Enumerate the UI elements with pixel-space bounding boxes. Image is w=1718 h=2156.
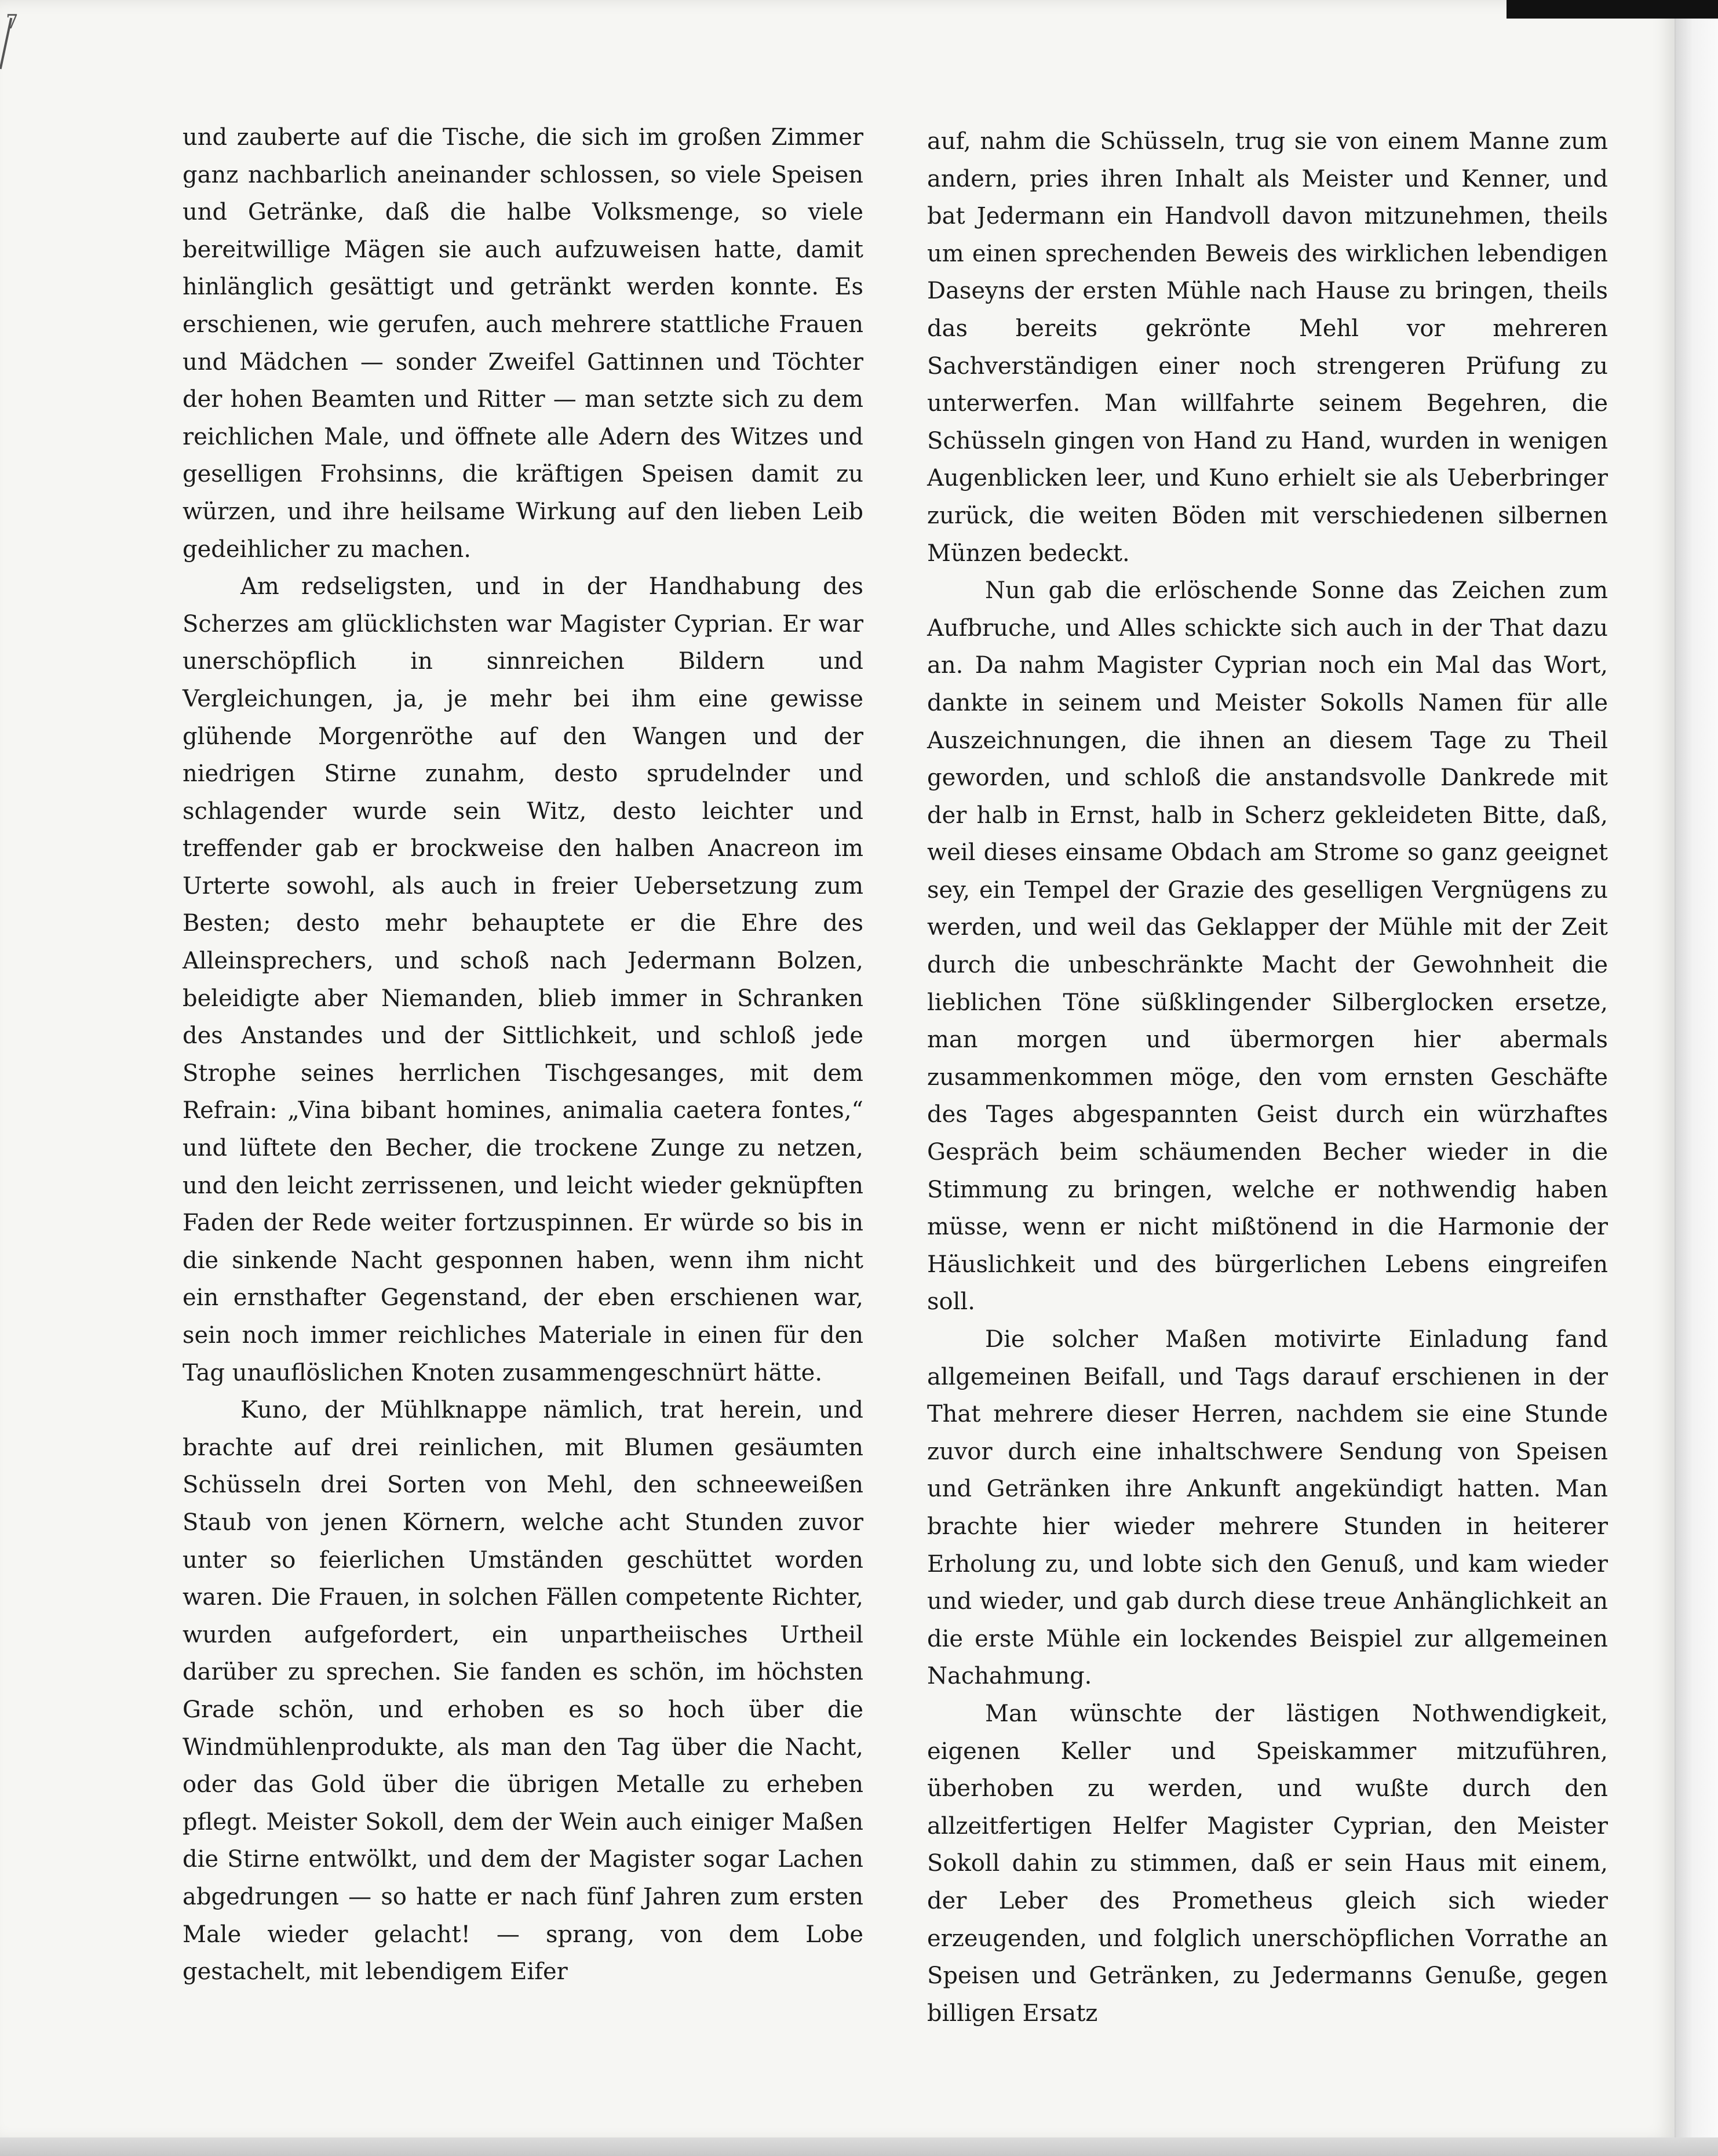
scan-bottom-border — [0, 2137, 1718, 2156]
paragraph: Kuno, der Mühlknappe nämlich, trat herein, und brachte auf drei reinlichen, mit Blumen gesäumten Schüsseln drei Sorten von Mehl, den schneeweißen Staub von jenen Körnern, welche acht Stunden zuvor unter so feierlichen Umständen geschüttet worden waren. Die Frauen, in solchen Fällen competente Richter, wurden aufgefordert, ein unpartheiisches Urtheil darüber zu sprechen. Sie fanden es schön, im höchsten Grade schön, und erhoben es so hoch über die Windmühlenprodukte, als man den Tag über die Nacht, oder das Gold über die übrigen Metalle zu erheben pflegt. Meister Sokoll, dem der Wein auch einiger Maßen die Stirne entwölkt, und dem der Magister sogar Lachen abgedrungen — so hatte er nach fünf Jahren zum ersten Male wieder gelacht! — sprang, von dem Lobe gestachelt, mit lebendigem Eifer — [183, 1397, 863, 1986]
paragraph-continued: auf, nahm die Schüsseln, trug sie von einem Manne zum andern, pries ihren Inhalt als Meister und Kenner, und bat Jedermann ein Handvoll davon mitzunehmen, theils um einen sprechenden Beweis des wirklichen lebendigen Daseyns der ersten Mühle nach Hause zu bringen, theils das bereits gekrönte Mehl vor mehreren Sachverständigen einer noch strengeren Prüfung zu unterwerfen. Man willfahrte seinem Begehren, die Schüsseln gingen von Hand zu Hand, wurden in wenigen Augenblicken leer, und Kuno erhielt sie als Ueberbringer zurück, die weiten Böden mit verschiedenen silbernen Münzen bedeckt. — [927, 128, 1608, 567]
scan-border — [1507, 0, 1718, 19]
paragraph: Am redseligsten, und in der Handhabung des Scherzes am glücklichsten war Magister Cyprian. Er war unerschöpflich in sinnreichen Bildern und Vergleichungen, ja, je mehr bei ihm eine gewisse glühende Morgenröthe auf den Wangen und der niedrigen Stirne zunahm, desto sprudelnder und schlagender wurde sein Witz, desto leichter und treffender gab er brockweise den halben Anacreon im Urterte sowohl, als auch in freier Uebersetzung zum Besten; desto mehr behauptete er die Ehre des Alleinsprechers, und schoß nach Jedermann Bolzen, beleidigte aber Niemanden, blieb immer in Schranken des Anstandes und der Sittlichkeit, und schloß jede Strophe seines herrlichen Tischgesanges, mit dem Refrain: „Vina bibant homines, animalia caetera fontes,“ und lüftete den Becher, die trockene Zunge zu netzen, und den leicht zerrissenen, und leicht wieder geknüpften Faden der Rede weiter fortzuspinnen. Er würde so bis in die sinkende Nacht gesponnen haben, wenn ihm nicht ein ernsthafter Gegenstand, der eben erschienen war, sein noch immer reichliches Materiale in einen für den Tag unauflöslichen Knoten zusammengeschnürt hätte. — [183, 573, 863, 1386]
paragraph: Die solcher Maßen motivirte Einladung fand allgemeinen Beifall, und Tags darauf erschienen in der That mehrere dieser Herren, nachdem sie eine Stunde zuvor durch eine inhaltschwere Sendung von Speisen und Getränken ihre Ankunft angekündigt hatten. Man brachte hier wieder mehrere Stunden in heiterer Erholung zu, und lobte sich den Genuß, und kam wieder und wieder, und gab durch diese treue Anhänglichkeit an die erste Mühle ein lockendes Beispiel zur allgemeinen Nachahmung. — [927, 1326, 1608, 1690]
paragraph: Man wünschte der lästigen Nothwendigkeit, eigenen Keller und Speiskammer mitzuführen, überhoben zu werden, und wußte durch den allzeitfertigen Helfer Magister Cyprian, den Meister Sokoll dahin zu stimmen, daß er sein Haus mit einem, der Leber des Prometheus gleich sich wieder erzeugenden, und folglich unerschöpflichen Vorrathe an Speisen und Getränken, zu Jedermanns Genuße, gegen billigen Ersatz — [927, 1700, 1608, 2027]
page-edge — [1675, 0, 1718, 2156]
paragraph-continued: und zauberte auf die Tische, die sich im großen Zimmer ganz nachbarlich aneinander schlossen, so viele Speisen und Getränke, daß die halbe Volksmenge, so viele bereitwillige Mägen sie auch aufzuweisen hatte, damit hinlänglich gesättigt und getränkt werden konnte. Es erschienen, wie gerufen, auch mehrere stattliche Frauen und Mädchen — sonder Zweifel Gattinnen und Töchter der hohen Beamten und Ritter — man setzte sich zu dem reichlichen Male, und öffnete alle Adern des Witzes und geselligen Frohsinns, die kräftigen Speisen damit zu würzen, und ihre heilsame Wirkung auf den lieben Leib gedeihlicher zu machen. — [183, 124, 863, 563]
right-column — [927, 123, 1608, 2032]
paragraph: Nun gab die erlöschende Sonne das Zeichen zum Aufbruche, und Alles schickte sich auch in der That dazu an. Da nahm Magister Cyprian noch ein Mal das Wort, dankte in seinem und Meister Sokolls Namen für alle Auszeichnungen, die ihnen an diesem Tage zu Theil geworden, und schloß die anstandsvolle Dankrede mit der halb in Ernst, halb in Scherz gekleideten Bitte, daß, weil dieses einsame Obdach am Strome so ganz geeignet sey, ein Tempel der Grazie des geselligen Vergnügens zu werden, und weil das Geklapper der Mühle mit der Zeit durch die unbeschränkte Macht der Gewohnheit die lieblichen Töne süßklingender Silberglocken ersetze, man morgen und übermorgen hier abermals zusammenkommen möge, den vom ernsten Geschäfte des Tages abgespannten Geist durch ein würzhaftes Gespräch beim schäumenden Becher wieder in die Stimmung zu bringen, welche er nothwendig haben müsse, wenn er nicht mißtönend in die Harmonie der Häuslichkeit und des bürgerlichen Lebens eingreifen soll. — [927, 577, 1608, 1316]
corner-mark: 7 — [6, 10, 19, 34]
left-column — [183, 119, 863, 1991]
